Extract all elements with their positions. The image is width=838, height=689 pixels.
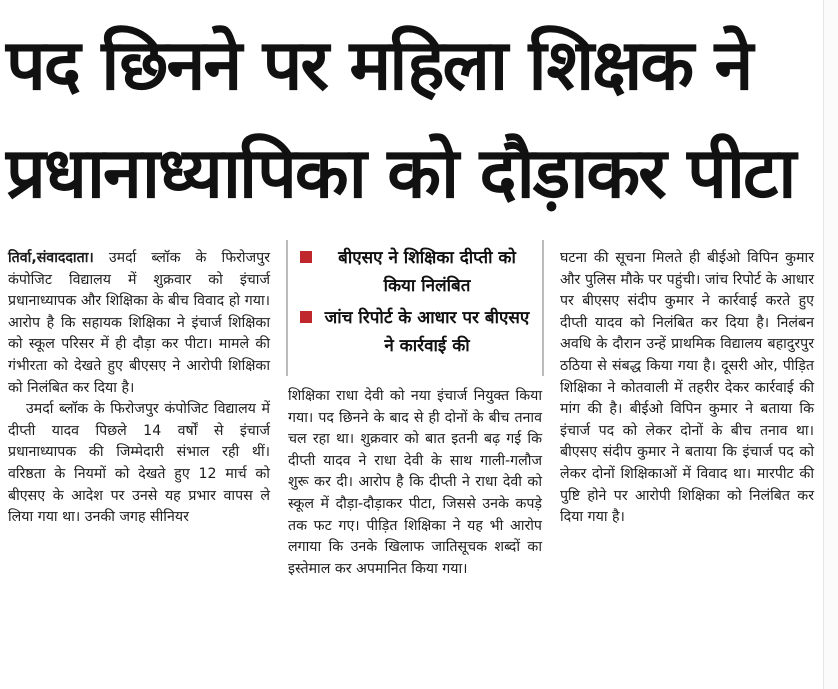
headline-line-2: प्रधानाध्यापिका को दौड़ाकर पीटा [6, 132, 795, 214]
dateline: तिर्वा,संवाददाता। [8, 250, 94, 266]
highlight-item [296, 304, 534, 360]
highlights-box [286, 240, 544, 376]
highlight-text: बीएसए ने शिक्षिका दीप्ती को किया निलंबित [338, 248, 516, 296]
article-column-3 [560, 248, 814, 529]
headline-line-1: पद छिनने पर महिला शिक्षक ने [6, 24, 752, 106]
article-column-2 [288, 386, 542, 580]
article-paragraph: शिक्षिका राधा देवी को नया इंचार्ज नियुक्त किया गया। पद छिनने के बाद से ही दोनों के बीच तनाव चल रहा था। शुक्रवार को बात इतनी बढ़ गई कि दीप्ती यादव ने राधा देवी के साथ गाली-गलौज शुरू कर दी। आरोप है कि दीप्ती ने राधा देवी को स्कूल में दौड़ा-दौड़ाकर पीटा, जिससे उनके कपड़े तक फट गए। पीड़ित शिक्षिका ने यह भी आरोप लगाया कि उनके खिलाफ जातिसूचक शब्दों का इस्तेमाल कर अपमानित किया गया। [288, 388, 542, 577]
square-bullet-icon [300, 251, 312, 263]
paragraph-text: उमर्दा ब्लॉक के फिरोजपुर कंपोजिट विद्यालय में शुक्रवार को इंचार्ज प्रधानाध्यापक और शिक्षिका के बीच विवाद हो गया। आरोप है कि सहायक शिक्षिका ने इंचार्ज शिक्षिका को स्कूल परिसर में ही दौड़ा कर पीटा। मामले की गंभीरता को देखते हुए बीएसए ने आरोपी शिक्षिका को निलंबित कर दिया है। [8, 250, 270, 396]
article-column-1 [8, 248, 270, 529]
square-bullet-icon [300, 311, 312, 323]
highlight-text: जांच रिपोर्ट के आधार पर बीएसए ने कार्रवाई की [324, 308, 530, 356]
highlight-item [296, 244, 534, 300]
article-paragraph: उमर्दा ब्लॉक के फिरोजपुर कंपोजिट विद्यालय में दीप्ती यादव पिछले 14 वर्षों से इंचार्ज प्रधानाध्यापक की जिम्मेदारी संभाल रही थीं। वरिष्ठता के नियमों को देखते हुए 12 मार्च को बीएसए के आदेश पर उनसे यह प्रभार वापस ले लिया गया था। उनकी जगह सीनियर [8, 401, 270, 526]
article-paragraph [8, 248, 270, 399]
article-paragraph: घटना की सूचना मिलते ही बीईओ विपिन कुमार और पुलिस मौके पर पहुंची। जांच रिपोर्ट के आधार पर बीएसए संदीप कुमार ने कार्रवाई करते हुए दीप्ती यादव को निलंबित कर दिया है। निलंबन अवधि के दौरान उन्हें प्राथमिक विद्यालय बहादुरपुर ठठिया से संबद्ध किया गया है। दूसरी ओर, पीड़ित शिक्षिका ने कोतवाली में तहरीर देकर कार्रवाई की मांग की है। बीईओ विपिन कुमार ने बताया कि इंचार्ज पद को लेकर दोनों के बीच तनाव था। बीएसए संदीप कुमार ने बताया कि इंचार्ज पद को लेकर दोनों शिक्षिकाओं में विवाद था। मारपीट की पुष्टि होने पर आरोपी शिक्षिका को निलंबित कर दिया गया है। [560, 250, 814, 526]
adjacent-column-edge [823, 0, 838, 689]
